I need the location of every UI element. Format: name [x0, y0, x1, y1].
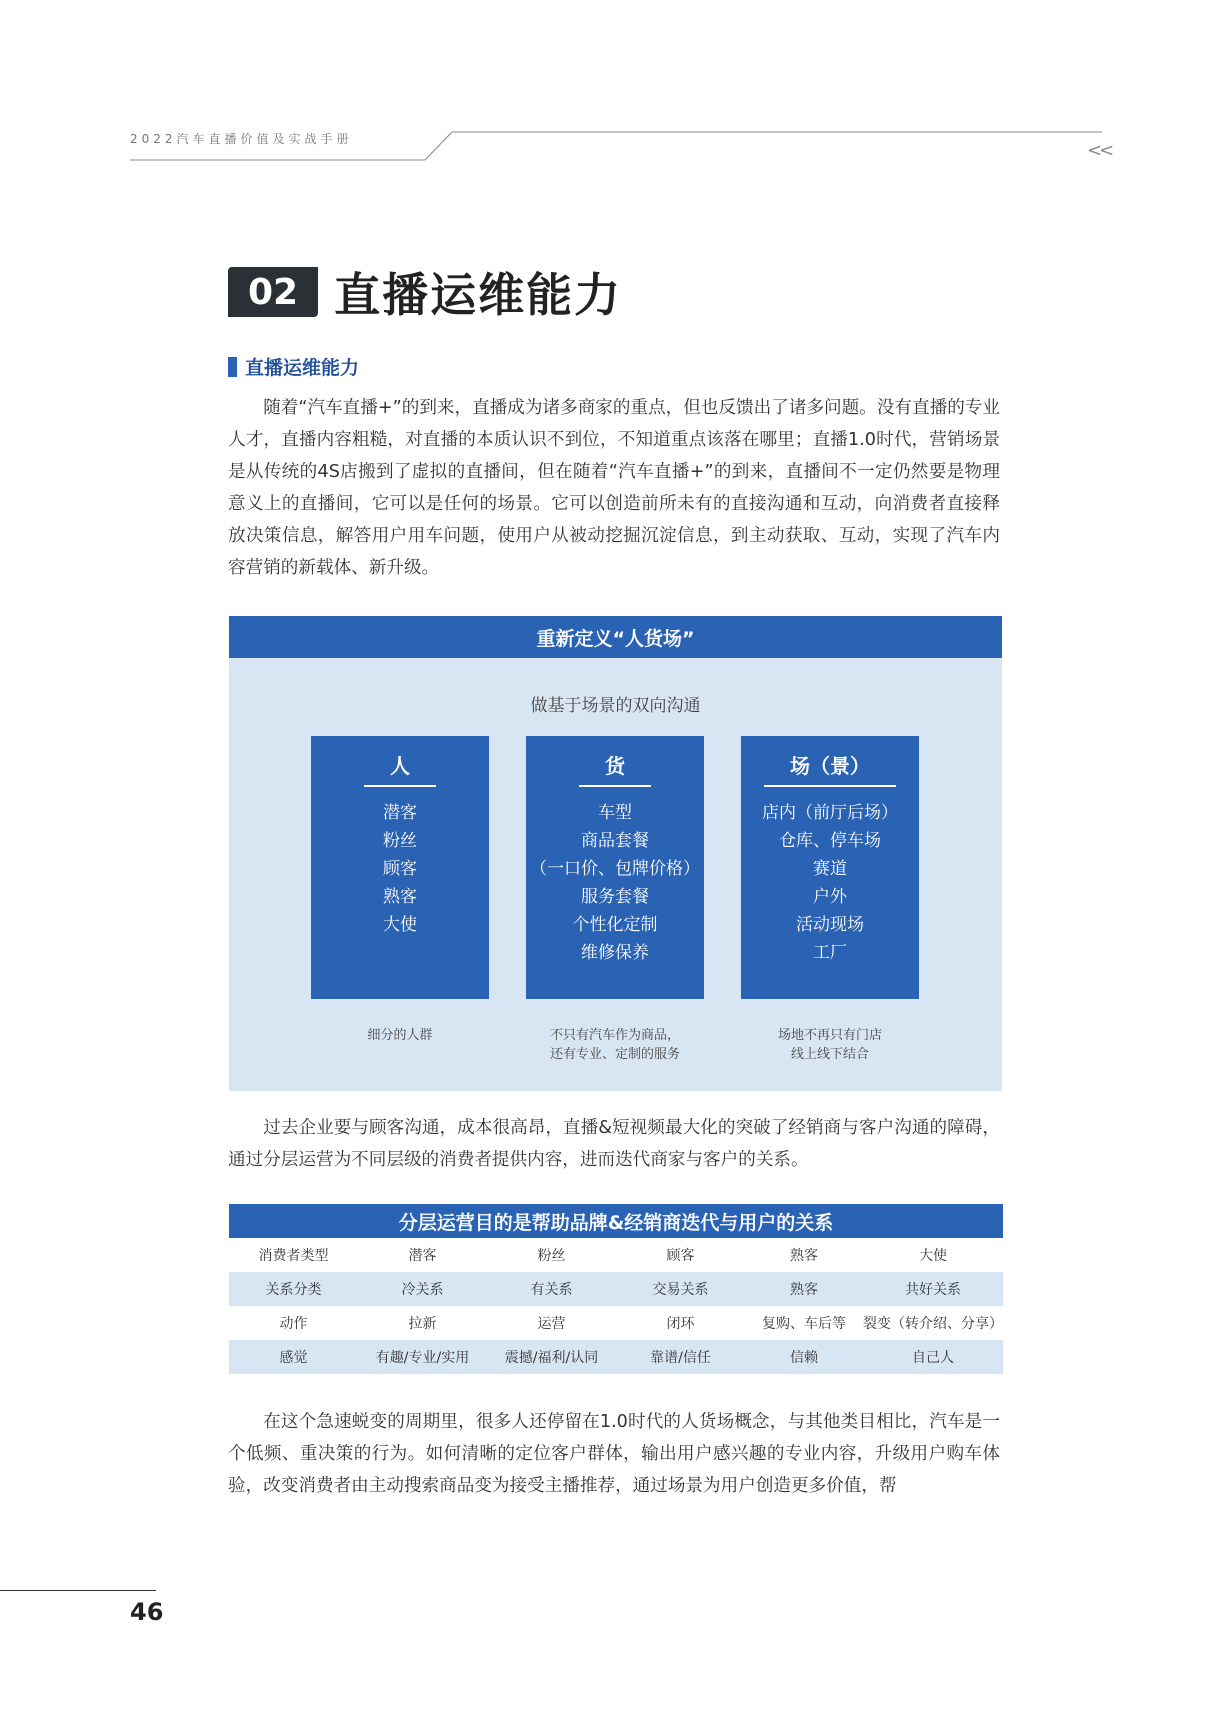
table-cell: 拉新 [408, 1316, 437, 1332]
paragraph-1: 随着“汽车直播+”的到来，直播成为诸多商家的重点，但也反馈出了诸多问题。没有直播的专业人才，直播内容粗糙，对直播的本质认识不到位，不知道重点该落在哪里；直播1.0时代，营销场景是从传统的4S店搬到了虚拟的直播间，但在随着“汽车直播+”的到来，直播间不一定仍然要是物理意义上的直播间，它可以是任何的场景。它可以创造前所未有的直接沟通和互动，向消费者直接释放决策信息，解答用户用车问题，使用户从被动挖掘沉淀信息，到主动获取、互动，实现了汽车内容营销的新载体、新升级。 [228, 398, 1001, 578]
chevron-left-icon: << [1087, 140, 1112, 161]
box-item: 个性化定制 [572, 915, 658, 935]
table-cell: 有趣/专业/实用 [375, 1350, 470, 1366]
note-line: 还有专业、定制的服务 [549, 1047, 680, 1062]
paragraph-3: 在这个急速蜕变的周期里，很多人还停留在1.0时代的人货场概念，与其他类目相比，汽车是一个低频、重决策的行为。如何清晰的定位客户群体，输出用户感兴趣的专业内容，升级用户购车体验，改变消费者由主动搜索商品变为接受主播推荐，通过场景为用户创造更多价值，帮 [228, 1412, 1000, 1496]
table-row [229, 1272, 1003, 1306]
footer-rule [0, 1590, 156, 1591]
relationship-table [229, 1204, 1003, 1374]
paragraph-2: 过去企业要与顾客沟通，成本很高昂，直播&短视频最大化的突破了经销商与客户沟通的障碍，通过分层运营为不同层级的消费者提供内容，进而迭代商家与客户的关系。 [228, 1118, 1000, 1170]
table-cell: 熟客 [790, 1248, 818, 1264]
section-name: 直播运维能力 [334, 268, 623, 322]
table-cell: 潜客 [408, 1248, 437, 1264]
box-item: 工厂 [813, 943, 847, 963]
table-cell: 消费者类型 [258, 1248, 329, 1264]
table-cell: 粉丝 [537, 1248, 566, 1264]
box-title: 人 [364, 750, 436, 787]
infographic-subtitle: 做基于场景的双向沟通 [530, 696, 701, 716]
table-row [229, 1238, 1003, 1272]
box-item: 活动现场 [796, 915, 864, 935]
box-item: 车型 [598, 803, 632, 823]
table-cell: 共好关系 [905, 1282, 961, 1298]
infographic-panel [229, 616, 1002, 1091]
box-item: 潜客 [383, 803, 417, 823]
box-scene [741, 736, 919, 999]
table-cell: 自己人 [912, 1350, 954, 1366]
box-title: 场（景） [764, 750, 896, 787]
note-line: 线上线下结合 [790, 1047, 869, 1062]
section-title [228, 267, 623, 322]
table-cell: 震撼/福利/认同 [504, 1350, 599, 1366]
table-cell: 裂变（转介绍、分享） [863, 1316, 1003, 1332]
box-item: 仓库、停车场 [779, 831, 881, 851]
table-cell: 熟客 [790, 1282, 818, 1298]
box-item: 商品套餐 [581, 831, 649, 851]
box-item: 粉丝 [383, 831, 417, 851]
box-item: 熟客 [383, 887, 417, 907]
table-row [229, 1340, 1003, 1374]
table-cell: 复购、车后等 [762, 1316, 846, 1332]
table-title: 分层运营目的是帮助品牌&经销商迭代与用户的关系 [229, 1204, 1003, 1238]
table-cell: 关系分类 [265, 1282, 322, 1298]
box-item: 赛道 [813, 859, 847, 879]
box-item: 大使 [383, 915, 417, 935]
box-item: 店内（前厅后场） [762, 803, 898, 823]
table-cell: 感觉 [279, 1350, 308, 1366]
table-cell: 交易关系 [652, 1282, 709, 1298]
table-cell: 动作 [279, 1316, 308, 1332]
box-note-scene [741, 1026, 919, 1064]
table-row [229, 1306, 1003, 1340]
box-item: 户外 [813, 887, 847, 907]
section-number: 02 [228, 267, 318, 317]
box-item: 维修保养 [581, 943, 649, 963]
table-cell: 闭环 [666, 1316, 695, 1332]
note-line: 场地不再只有门店 [777, 1028, 882, 1043]
table-cell: 大使 [919, 1248, 947, 1264]
table-cell: 运营 [537, 1316, 566, 1332]
note-line: 不只有汽车作为商品， [549, 1028, 680, 1043]
table-cell: 冷关系 [401, 1282, 444, 1298]
table-cell: 靠谱/信任 [650, 1350, 711, 1366]
header-decoration [0, 0, 1224, 200]
table-cell: 顾客 [666, 1248, 695, 1264]
page-number: 46 [130, 1598, 164, 1626]
box-title: 货 [579, 750, 651, 787]
subsection-title [228, 353, 359, 380]
running-header: 2022汽车直播价值及实战手册 [130, 132, 353, 146]
subsection-marker [228, 357, 237, 377]
box-note-people [311, 1026, 489, 1045]
subsection-label: 直播运维能力 [245, 357, 360, 379]
note-line: 细分的人群 [367, 1028, 433, 1043]
box-item: 顾客 [383, 859, 417, 879]
infographic-title: 重新定义“人货场” [229, 616, 1002, 658]
box-people [311, 736, 489, 999]
box-note-goods [526, 1026, 704, 1064]
table-cell: 信赖 [790, 1350, 818, 1366]
box-item: （一口价、包牌价格） [530, 859, 700, 879]
box-goods [526, 736, 704, 999]
table-cell: 有关系 [530, 1282, 573, 1298]
box-item: 服务套餐 [581, 887, 649, 907]
